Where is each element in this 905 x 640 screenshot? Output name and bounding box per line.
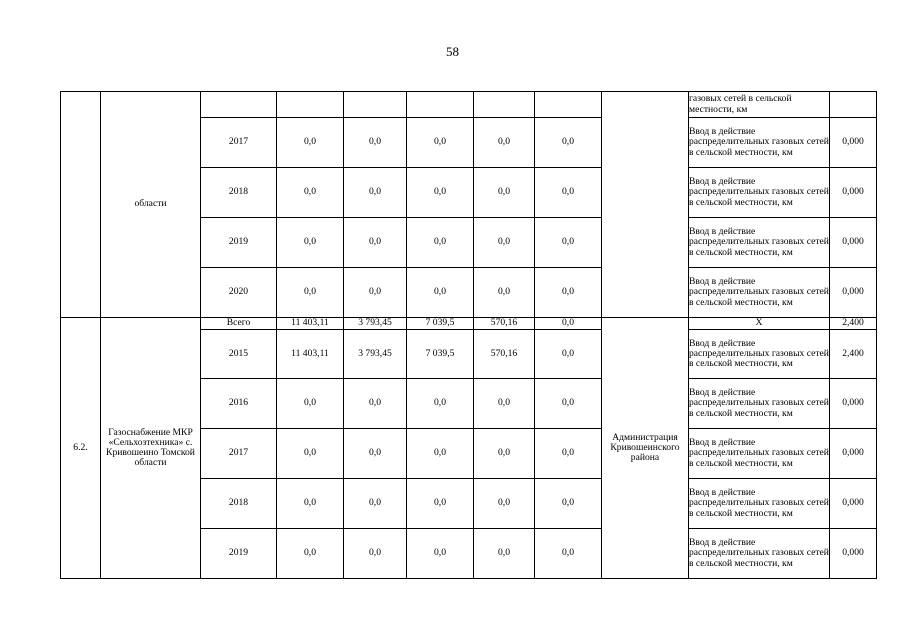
value-cell: 0,0 [535, 479, 602, 529]
indicator-value-cell: 0,000 [830, 118, 877, 168]
value-cell: 0,0 [474, 379, 535, 429]
indicator-cell: Ввод в действие распределительных газовых сетей в сельской местности, км [689, 168, 830, 218]
item-name-cell: Газоснабжение МКР «Сельхозтехника» с. Кривошеино Томской области [101, 318, 201, 579]
year-cell: 2017 [201, 429, 277, 479]
value-cell: 0,0 [407, 379, 474, 429]
program-table [60, 91, 877, 579]
value-cell: 0,0 [474, 268, 535, 318]
value-cell: 0,0 [344, 118, 407, 168]
value-cell [535, 92, 602, 118]
indicator-cell: Ввод в действие распределительных газовых сетей в сельской местности, км [689, 330, 830, 379]
value-cell: 0,0 [535, 218, 602, 268]
table-row [61, 92, 877, 118]
value-cell: 0,0 [277, 479, 344, 529]
value-cell: 0,0 [535, 318, 602, 330]
value-cell: 0,0 [344, 168, 407, 218]
year-cell: 2018 [201, 168, 277, 218]
indicator-cell: Ввод в действие распределительных газовых сетей в сельской местности, км [689, 379, 830, 429]
value-cell: 0,0 [407, 168, 474, 218]
value-cell: 0,0 [277, 429, 344, 479]
value-cell: 0,0 [407, 268, 474, 318]
value-cell: 3 793,45 [344, 330, 407, 379]
indicator-cell: газовых сетей в сельской местности, км [689, 92, 830, 118]
indicator-value-cell: 2,400 [830, 330, 877, 379]
indicator-cell: Ввод в действие распределительных газовых сетей в сельской местности, км [689, 118, 830, 168]
value-cell: 11 403,11 [277, 318, 344, 330]
value-cell: 0,0 [474, 168, 535, 218]
indicator-value-cell: 0,000 [830, 218, 877, 268]
indicator-cell: Ввод в действие распределительных газовых сетей в сельской местности, км [689, 479, 830, 529]
indicator-cell: Ввод в действие распределительных газовых сетей в сельской местности, км [689, 529, 830, 579]
indicator-value-cell: 0,000 [830, 379, 877, 429]
table-row [61, 318, 877, 330]
value-cell: 0,0 [407, 479, 474, 529]
year-cell: 2016 [201, 379, 277, 429]
value-cell: 7 039,5 [407, 330, 474, 379]
year-cell: Всего [201, 318, 277, 330]
value-cell: 11 403,11 [277, 330, 344, 379]
indicator-value-cell: 0,000 [830, 268, 877, 318]
value-cell: 0,0 [535, 268, 602, 318]
value-cell [277, 92, 344, 118]
year-cell [201, 92, 277, 118]
year-cell: 2017 [201, 118, 277, 168]
value-cell: 0,0 [474, 479, 535, 529]
value-cell: 0,0 [535, 529, 602, 579]
value-cell: 0,0 [535, 330, 602, 379]
value-cell: 0,0 [535, 118, 602, 168]
value-cell: 570,16 [474, 318, 535, 330]
value-cell: 0,0 [277, 379, 344, 429]
item-number-cell [61, 92, 101, 318]
value-cell: 7 039,5 [407, 318, 474, 330]
item-number-cell: 6.2. [61, 318, 101, 579]
value-cell: 0,0 [535, 429, 602, 479]
value-cell: 0,0 [474, 218, 535, 268]
value-cell: 0,0 [407, 218, 474, 268]
indicator-value-cell: 0,000 [830, 429, 877, 479]
value-cell [344, 92, 407, 118]
value-cell: 0,0 [474, 429, 535, 479]
value-cell [407, 92, 474, 118]
indicator-cell: Х [689, 318, 830, 330]
value-cell: 0,0 [474, 118, 535, 168]
indicator-cell: Ввод в действие распределительных газовых сетей в сельской местности, км [689, 268, 830, 318]
value-cell: 0,0 [344, 479, 407, 529]
value-cell: 0,0 [344, 379, 407, 429]
value-cell: 0,0 [407, 118, 474, 168]
value-cell: 0,0 [407, 529, 474, 579]
value-cell [474, 92, 535, 118]
value-cell: 3 793,45 [344, 318, 407, 330]
value-cell: 0,0 [474, 529, 535, 579]
executor-cell: Администрация Кривошеинского района [602, 318, 689, 579]
indicator-value-cell: 0,000 [830, 479, 877, 529]
indicator-value-cell: 0,000 [830, 529, 877, 579]
value-cell: 0,0 [535, 379, 602, 429]
value-cell: 0,0 [277, 529, 344, 579]
value-cell: 0,0 [535, 168, 602, 218]
page-number: 58 [446, 44, 459, 59]
year-cell: 2019 [201, 529, 277, 579]
indicator-cell: Ввод в действие распределительных газовых сетей в сельской местности, км [689, 429, 830, 479]
value-cell: 0,0 [344, 218, 407, 268]
value-cell: 0,0 [344, 529, 407, 579]
year-cell: 2015 [201, 330, 277, 379]
year-cell: 2018 [201, 479, 277, 529]
indicator-value-cell: 2,400 [830, 318, 877, 330]
value-cell: 570,16 [474, 330, 535, 379]
year-cell: 2019 [201, 218, 277, 268]
indicator-cell: Ввод в действие распределительных газовых сетей в сельской местности, км [689, 218, 830, 268]
value-cell: 0,0 [277, 218, 344, 268]
value-cell: 0,0 [277, 268, 344, 318]
value-cell: 0,0 [344, 429, 407, 479]
value-cell: 0,0 [277, 168, 344, 218]
value-cell: 0,0 [407, 429, 474, 479]
value-cell: 0,0 [344, 268, 407, 318]
executor-cell [602, 92, 689, 318]
value-cell: 0,0 [277, 118, 344, 168]
indicator-value-cell: 0,000 [830, 168, 877, 218]
indicator-value-cell [830, 92, 877, 118]
year-cell: 2020 [201, 268, 277, 318]
item-name-cell: области [101, 92, 201, 318]
